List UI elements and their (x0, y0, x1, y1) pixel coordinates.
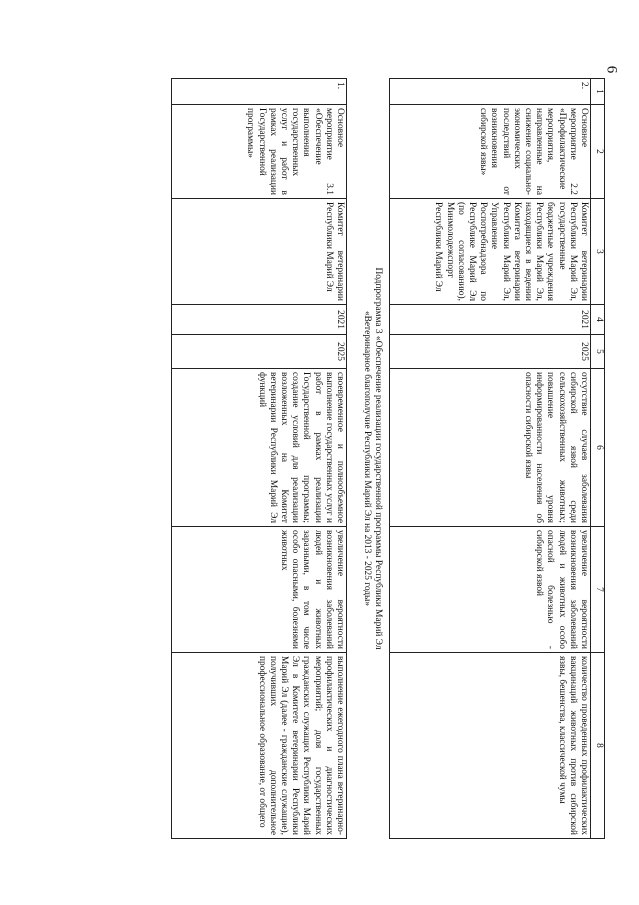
table-row (172, 79, 347, 839)
expected-result: отсутствие случаев заболевания сибирской язвой среди сельскохозяйственных животных; повышение уровня информированности населения об опасности сибирской язвы (390, 369, 591, 527)
subprogram-title-line-1: Подпрограмма 3 «Обеспечение реализации государственной программы Республики Марий Эл (373, 267, 383, 650)
indicator: количество проведенных профилактических вакцинаций животных против сибирской язвы, бешенства, классической чумы (390, 653, 591, 839)
rotated-landscape-page (115, 78, 605, 838)
end-year: 2025 (390, 335, 591, 369)
event-name: Основное мероприятие 2.2 «Профилактические мероприятия, направленные на снижение социально-экономических последствий от возникновения сибирской язвы» (390, 105, 591, 199)
program-table (171, 78, 605, 839)
executor: Комитет ветеринарии Республики Марий Эл (172, 199, 347, 305)
subprogram-heading-row (347, 79, 390, 839)
header-col-3: 3 (591, 199, 605, 305)
header-col-7: 7 (591, 527, 605, 653)
header-col-2: 2 (591, 105, 605, 199)
table-row (390, 79, 591, 839)
start-year: 2021 (172, 305, 347, 335)
page-number: 6 (603, 65, 620, 74)
expected-result: своевременное и полнообъемное выполнение государственных услуг и работ в рамках реализации Государственной программы; создание условий для реализации возложенных на Комитет ветеринарии Республики Марий Эл функций (172, 369, 347, 527)
indicator: выполнение ежегодного плана ветеринарно-профилактических и диагностических мероприятий; доля государственных гражданских служащих Республики Марий Эл в Комитете ветеринарии Республики Марий Эл (далее - гражданские служащие), получивших дополнительное профессиональное образование, от общего (172, 653, 347, 839)
header-row (591, 79, 605, 839)
row-number: 2. (390, 79, 591, 105)
header-col-1: 1 (591, 79, 605, 105)
subprogram-heading (347, 79, 390, 839)
header-col-4: 4 (591, 305, 605, 335)
consequences: увеличение вероятности возникновения заболеваний людей и животных особо опасной болезнью - сибирской язвой (390, 527, 591, 653)
executor: Комитет ветеринарии Республики Марий Эл, государственные бюджетные учреждения Республики Марий Эл, находящиеся в ведении Комитета ветеринарии Республики Марий Эл, Управление Роспотребнадзора по Республике Марий Эл (по согласованию), Минмолодежспорт Республики Марий Эл (390, 199, 591, 305)
consequences: увеличение вероятности возникновения заболеваний людей и животных заразными, в том числе особо опасными, болезнями животных (172, 527, 347, 653)
end-year: 2025 (172, 335, 347, 369)
subprogram-title-line-2: «Ветеринарное благополучие Республики Марий Эл на 2013 - 2025 годы» (361, 310, 372, 607)
row-number: 1. (172, 79, 347, 105)
header-col-6: 6 (591, 369, 605, 527)
event-name: Основное мероприятие 3.1 «Обеспечение выполнения государственных услуг и работ в рамках реализации Государственной программы» (172, 105, 347, 199)
header-col-8: 8 (591, 653, 605, 839)
header-col-5: 5 (591, 335, 605, 369)
start-year: 2021 (390, 305, 591, 335)
